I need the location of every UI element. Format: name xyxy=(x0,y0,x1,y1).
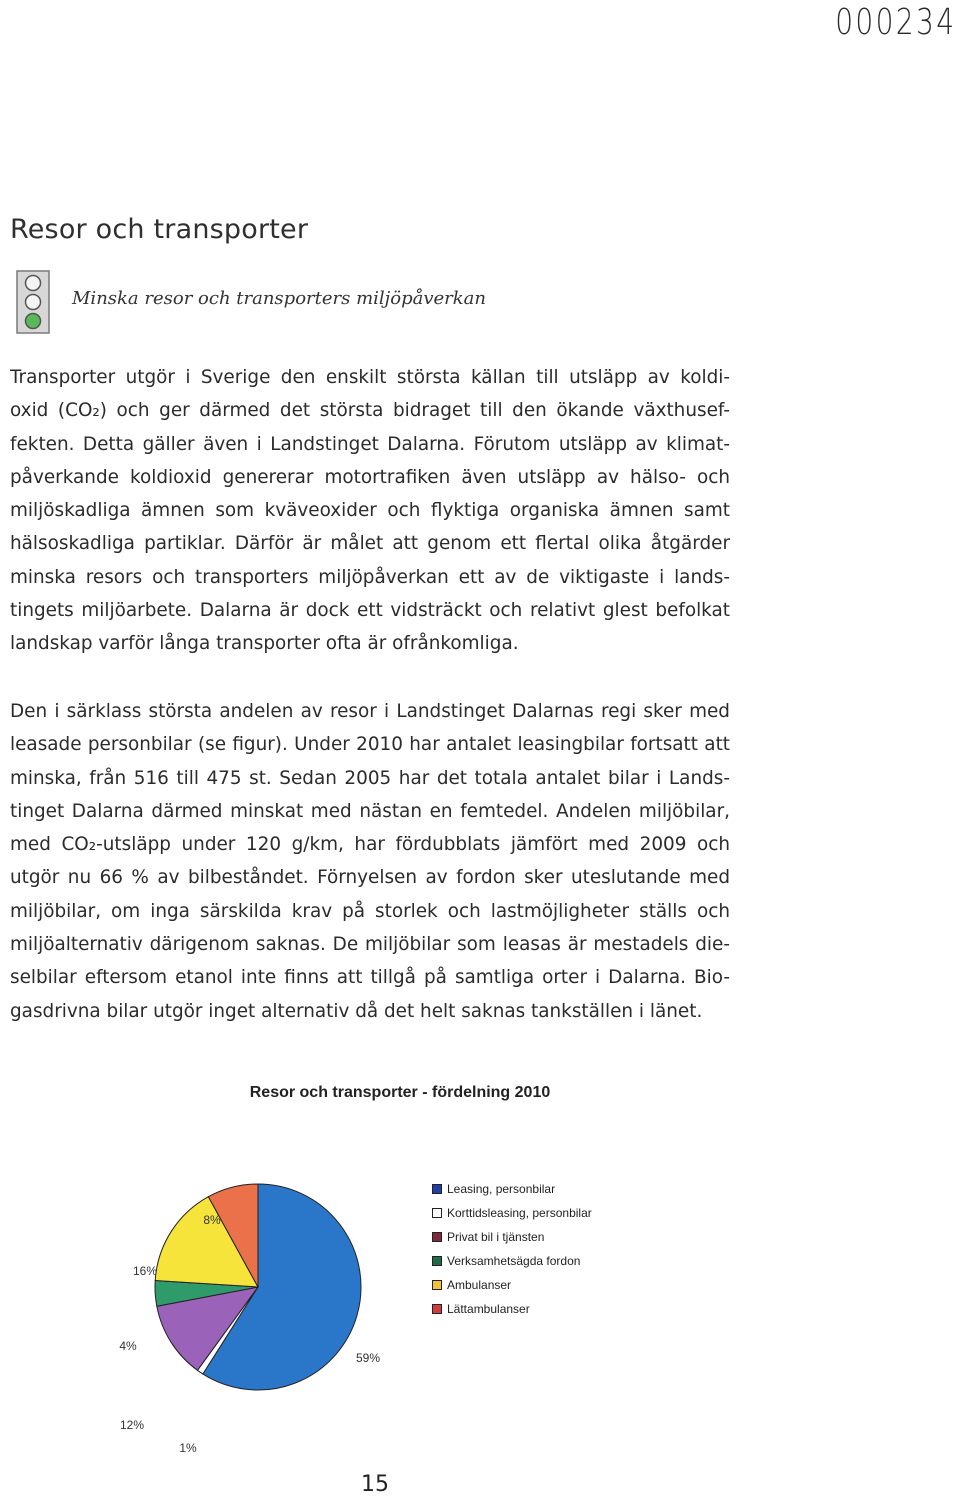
text-line: utgör nu 66 % av bilbeståndet. Förnyelsen av fordon sker uteslutande med xyxy=(10,867,730,889)
legend-label: Privat bil i tjänsten xyxy=(447,1230,545,1244)
legend-item xyxy=(432,1177,592,1201)
legend-item xyxy=(432,1225,592,1249)
traffic-light-icon xyxy=(16,270,50,334)
paragraph-2 xyxy=(10,695,730,1028)
legend-item xyxy=(432,1297,592,1321)
pie-value-label: 12% xyxy=(119,1418,145,1432)
legend-item xyxy=(432,1201,592,1225)
text-line: med CO₂-utsläpp under 120 g/km, har fördubblats jämfört med 2009 och xyxy=(10,834,730,856)
text-line: tinget Dalarna därmed minskat med nästan en femtedel. Andelen miljöbilar, xyxy=(10,800,730,822)
legend-swatch xyxy=(432,1256,442,1266)
legend-label: Ambulanser xyxy=(447,1278,512,1292)
text-line: minska, från 516 till 475 st. Sedan 2005 har det totala antalet bilar i Lands- xyxy=(10,767,730,789)
legend-swatch xyxy=(432,1280,442,1290)
text-line: Den i särklass största andelen av resor i Landstinget Dalarnas regi sker med xyxy=(10,701,730,722)
pie-value-label: 4% xyxy=(119,1339,137,1353)
pie-chart xyxy=(0,1160,420,1455)
text-line: oxid (CO₂) och ger därmed det största bidraget till den ökande växthusef- xyxy=(10,400,730,422)
text-line: hälsoskadliga partiklar. Därför är målet att genom ett flertal olika åtgärder xyxy=(10,533,730,555)
legend-item xyxy=(432,1249,592,1273)
text-line: miljöbilar, om inga särskilda krav på storlek och lastmöjligheter ställs och xyxy=(10,900,730,922)
chart-title: Resor och transporter - fördelning 2010 xyxy=(249,1084,551,1101)
pie-value-label: 59% xyxy=(355,1351,381,1365)
legend-label: Lättambulanser xyxy=(447,1302,530,1316)
legend-swatch xyxy=(432,1208,442,1218)
legend-item xyxy=(432,1273,592,1297)
pie-value-label: 16% xyxy=(132,1264,158,1278)
legend-label: Korttidsleasing, personbilar xyxy=(447,1206,592,1220)
text-line: fekten. Detta gäller även i Landstinget Dalarna. Förutom utsläpp av klimat- xyxy=(10,433,730,455)
pie-value-label: 8% xyxy=(203,1213,221,1227)
text-line: landskap varför långa transporter ofta är ofrånkomliga. xyxy=(10,633,519,655)
legend-swatch xyxy=(432,1232,442,1242)
text-line: gasdrivna bilar utgör inget alternativ då det helt saknas tankställen i länet. xyxy=(10,1000,703,1022)
goal-statement: Minska resor och transporters miljöpåverkan xyxy=(72,288,486,309)
document-number: 000234 xyxy=(834,2,956,43)
text-line: miljöskadliga ämnen som kväveoxider och flyktiga organiska ämnen samt xyxy=(10,500,730,522)
paragraph-1 xyxy=(10,361,730,661)
text-line: miljöalternativ därigenom saknas. De miljöbilar som leasas är mestadels die- xyxy=(10,934,730,956)
section-heading: Resor och transporter xyxy=(10,214,309,245)
legend-swatch xyxy=(432,1184,442,1194)
text-line: tingets miljöarbete. Dalarna är dock ett vidsträckt och relativt glest befolkat xyxy=(10,600,730,622)
legend-label: Leasing, personbilar xyxy=(447,1182,556,1196)
legend-label: Verksamhetsägda fordon xyxy=(447,1254,581,1268)
text-line: selbilar eftersom etanol inte finns att tillgå på samtliga orter i Dalarna. Bio- xyxy=(10,967,730,989)
page-number: 15 xyxy=(361,1472,389,1497)
chart-legend xyxy=(432,1177,592,1321)
text-line: påverkande koldioxid genererar motortrafiken även utsläpp av hälso- och xyxy=(10,466,730,488)
text-line: minska resors och transporters miljöpåverkan ett av de viktigaste i lands- xyxy=(10,566,730,588)
legend-swatch xyxy=(432,1304,442,1314)
text-line: leasade personbilar (se figur). Under 2010 har antalet leasingbilar fortsatt att xyxy=(10,734,730,756)
pie-value-label: 1% xyxy=(179,1441,197,1455)
text-line: Transporter utgör i Sverige den enskilt största källan till utsläpp av koldi- xyxy=(10,367,730,388)
